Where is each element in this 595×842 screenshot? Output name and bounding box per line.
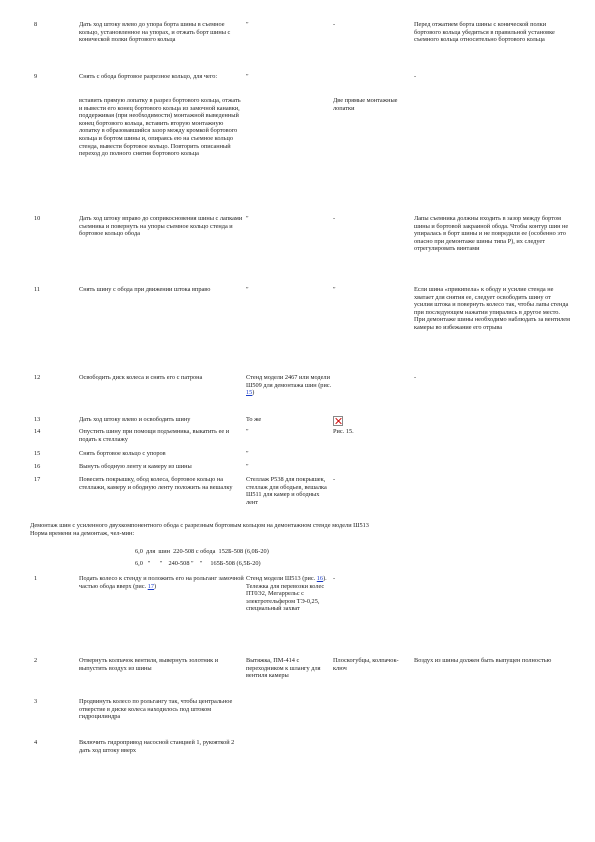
operation-text: Продвинуть колесо по рольгангу так, чтобы центральное отверстие в диске колеса находилось под штоком гидроцилиндра [79,698,233,721]
fixture-text [333,416,409,426]
operation-text [79,575,244,590]
fixture-text: - [333,21,336,28]
operation-text: Снять шину с обода при движении штока вправо [79,286,211,293]
fixture-text: " [333,286,336,293]
figure-link[interactable]: 17 [147,582,154,590]
operation-text: Дать ход штоку влево до упора борта шины в съемное кольцо, установленное на упорах, и отжать борт шины с конической полки бортового кольца [79,21,231,44]
section-intro: Демонтаж шин с усиленного двухкомпонентного обода с разрезным бортовым кольцом на демонтажном стенде модели Ш513 Норма времени на демонтаж, чел-мин: [30,522,369,537]
step-number: 9 [34,73,38,80]
figure-link[interactable]: 15 [246,389,253,397]
tool-text: " [246,428,249,435]
tool-text-suffix: ). Тележка для перевозки колес ПТ0Э2, Мегаррельс с электротельфером ТЭ-0,25, специальный захват [246,575,327,613]
operation-text: Включить гидропривод насосной станцией 1, рукояткой 2 дать ход штоку вверх [79,739,235,754]
tool-text [246,374,332,397]
operation-text: вставить прямую лопатку в разрез бортового кольца, отжать и вывести его конец бортового кольца из замочной канавки, поддерживая (при необходимости) монтажной выведенный конец бортового кольца, вставить вторую монтажную лопатку в образовавшийся зазор между кромкой бортового кольца и бортом шины и, опираясь ею на съемное кольцо стенда, вывести бортовое кольцо. Повторить описанный переход до полного снятия бортового кольца [79,97,241,158]
tool-text: " [246,73,249,80]
tool-text-prefix: Стенд модели Ш513 (рис. [246,575,317,582]
fixture-text: - [333,476,336,483]
note-text: Перед отжатием борта шины с конической полки бортового кольца убедиться в правильной установке съемного кольца относительно бортового кольца [414,21,555,44]
step-number: 10 [34,215,41,222]
note-text: Если шина «прикипела» к ободу и усилие стенда не хватает для снятия ее, следует освободить шину от усилия штока и повернуть колесо так, чтобы лапы стенда при последующем нажатии упирались в другое место. При демонтаже шины необходимо наблюдать за вентилем камеры во избежание его отрыва [414,286,571,331]
note-text: Лапы съемника должны входить в зазор между бортом шины и бортовой закраиной обода. Чтобы контур шин не упиралась в борт шины и не повредили ее (особенно это опасно при демонтаже шины типа Р), их следует отрегулировать винтами [414,215,569,253]
step-number: 15 [34,450,41,457]
tool-text: " [246,215,249,222]
operation-text: Снять с обода бортовое разрезное кольцо, для чего: [79,73,218,80]
tool-text: " [246,286,249,293]
broken-image-icon [333,416,343,426]
step-number: 14 [34,428,41,435]
step-number: 1 [34,575,38,582]
step-number: 8 [34,21,38,28]
operation-text: Опустить шину при помощи подъемника, выкатить ее и подать к стеллажу [79,428,230,443]
operation-text-suffix: ) [153,582,157,590]
note-text: Воздух из шины должен быть выпущен полностью [414,657,552,664]
tool-text-prefix: Стенд модели 2467 или модели Ш509 для демонтажа шин (рис. [246,374,332,389]
tool-text: То же [246,416,262,423]
figure-link[interactable]: 16 [316,575,324,582]
fixture-text: Две прямые монтажные лопатки [333,97,398,112]
step-number: 13 [34,416,41,423]
norm-line: 6,0 для шин 220-508 с обода 152Б-508 (6,0Б-20) [135,548,269,555]
note-text: - [414,374,417,381]
step-number: 11 [34,286,41,293]
operation-text: Освободить диск колеса и снять его с патрона [79,374,203,381]
operation-text: Вынуть ободную ленту и камеру из шины [79,463,192,470]
step-number: 3 [34,698,38,705]
step-number: 2 [34,657,38,664]
tool-text: Стеллаж Р538 для покрышек, стеллаж для ободьев, вешалка Ш511 для камер и ободных лент [246,476,327,506]
step-number: 12 [34,374,41,381]
fixture-text: Рис. 15. [333,428,354,435]
note-text: - [414,73,417,80]
fixture-text: - [333,215,336,222]
operation-text: Дать ход штоку вправо до соприкосновения шины с лапками съемника и повернуть на упоры съемное кольцо стенда и бортовое кольцо обода [79,215,243,238]
norm-line: 6,0 " " 240-508 " " 165Б-508 (6,5Б-20) [135,560,261,567]
operation-text-prefix: Подать колесо к стенду и положить его на рольганг замочной частью обода вверх (рис. [79,575,244,590]
fixture-text: - [333,575,336,582]
operation-text: Повесить покрышку, обод колеса, бортовое кольцо на стеллажи, камеру и ободную ленту положить на вешалку [79,476,233,491]
step-number: 4 [34,739,38,746]
tool-text: " [246,21,249,28]
operation-text: Снять бортовое кольцо с упоров [79,450,166,457]
step-number: 17 [34,476,41,483]
tool-text: " [246,450,249,457]
tool-text-suffix: ) [252,389,255,397]
tool-text: " [246,463,249,470]
tool-text [246,575,332,613]
tool-text: Вытяжка, ПМ-414 с переходником к шлангу для вентиля камеры [246,657,321,680]
fixture-text: Плоскогубцы, колпачок-ключ [333,657,399,672]
operation-text: Отвернуть колпачок вентиля, вывернуть золотник и выпустить воздух из шины [79,657,219,672]
operation-text: Дать ход штоку влево и освободить шину [79,416,191,423]
step-number: 16 [34,463,41,470]
